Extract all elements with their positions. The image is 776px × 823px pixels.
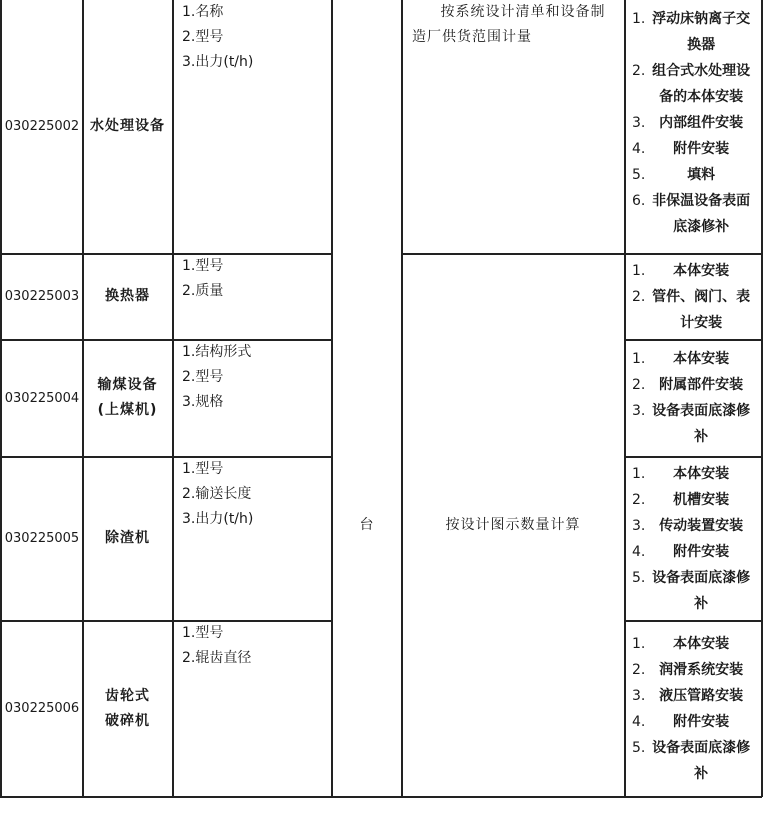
work-item: 2. 组合式水处理设备的本体安装 [632,62,751,105]
work-item: 1. 本体安装 [632,465,730,482]
work-item: 3. 设备表面底漆修补 [632,403,751,445]
feature-item: 1.型号 [182,461,224,477]
measurement-rule [412,0,622,253]
work-content [626,340,761,456]
project-features [182,0,330,253]
work-content [626,254,761,339]
work-item: 2. 附属部件安装 [632,377,744,393]
feature-item: 1.型号 [182,625,224,641]
project-code: 030225005 [4,531,80,546]
feature-item: 2.型号 [182,369,224,385]
column-divider [172,0,174,797]
work-item: 3. 内部组件安装 [632,114,744,131]
project-name: 换热器 [105,288,150,304]
project-name-line: 破碎机 [105,712,150,729]
work-item: 3. 传动装置安装 [632,517,744,534]
project-name-line: 输煤设备 [97,377,158,393]
table-border-right [761,0,763,797]
work-content [626,457,761,620]
work-item: 5. 设备表面底漆修补 [632,569,751,612]
feature-item: 1.结构形式 [182,344,252,360]
project-features [182,254,330,339]
work-item: 4. 附件安装 [632,140,730,157]
feature-item: 3.出力(t/h) [182,54,254,70]
work-item: 5. 填料 [632,166,716,183]
feature-item: 2.质量 [182,283,224,299]
work-item: 2. 管件、阀门、表计安装 [632,288,751,331]
work-content [626,621,761,796]
unit-cell: 台 [359,516,374,533]
work-item: 1. 本体安装 [632,351,730,367]
project-name-line: 齿轮式 [105,687,150,704]
project-features [182,340,330,456]
work-item: 4. 附件安装 [632,543,730,560]
work-item: 4. 附件安装 [632,713,730,730]
project-name [83,340,172,456]
work-item: 2. 机槽安装 [632,491,730,508]
project-code: 030225004 [4,390,80,406]
project-name: 除渣机 [105,530,150,546]
work-item: 5. 设备表面底漆修补 [632,739,751,782]
work-item: 1. 本体安装 [632,635,730,652]
measurement-rule: 按设计图示数量计算 [445,516,581,533]
feature-item: 2.型号 [182,29,224,45]
rule-line: 按系统设计清单和设备制 [440,4,606,20]
work-item: 6. 非保温设备表面底漆修补 [632,192,751,235]
feature-item: 3.规格 [182,394,224,410]
feature-item: 2.输送长度 [182,486,252,502]
rule-line: 造厂供货范围计量 [412,29,532,45]
project-code: 030225003 [4,289,80,304]
project-code: 030225006 [4,701,80,716]
project-name [83,621,172,796]
feature-item: 3.出力(t/h) [182,511,254,527]
project-name: 水处理设备 [90,118,165,134]
project-features [182,621,330,796]
work-item: 1. 浮动床钠离子交换器 [632,10,751,53]
feature-item: 1.型号 [182,258,224,274]
work-content [626,0,761,253]
feature-item: 1.名称 [182,4,224,20]
project-code: 030225002 [4,119,80,134]
project-features [182,457,330,620]
project-name-line: (上煤机) [97,402,158,418]
work-item: 1. 本体安装 [632,262,730,279]
work-item: 2. 润滑系统安装 [632,661,744,678]
feature-item: 2.辊齿直径 [182,650,252,666]
work-item: 3. 液压管路安装 [632,687,744,704]
table-border-bottom [0,796,762,798]
